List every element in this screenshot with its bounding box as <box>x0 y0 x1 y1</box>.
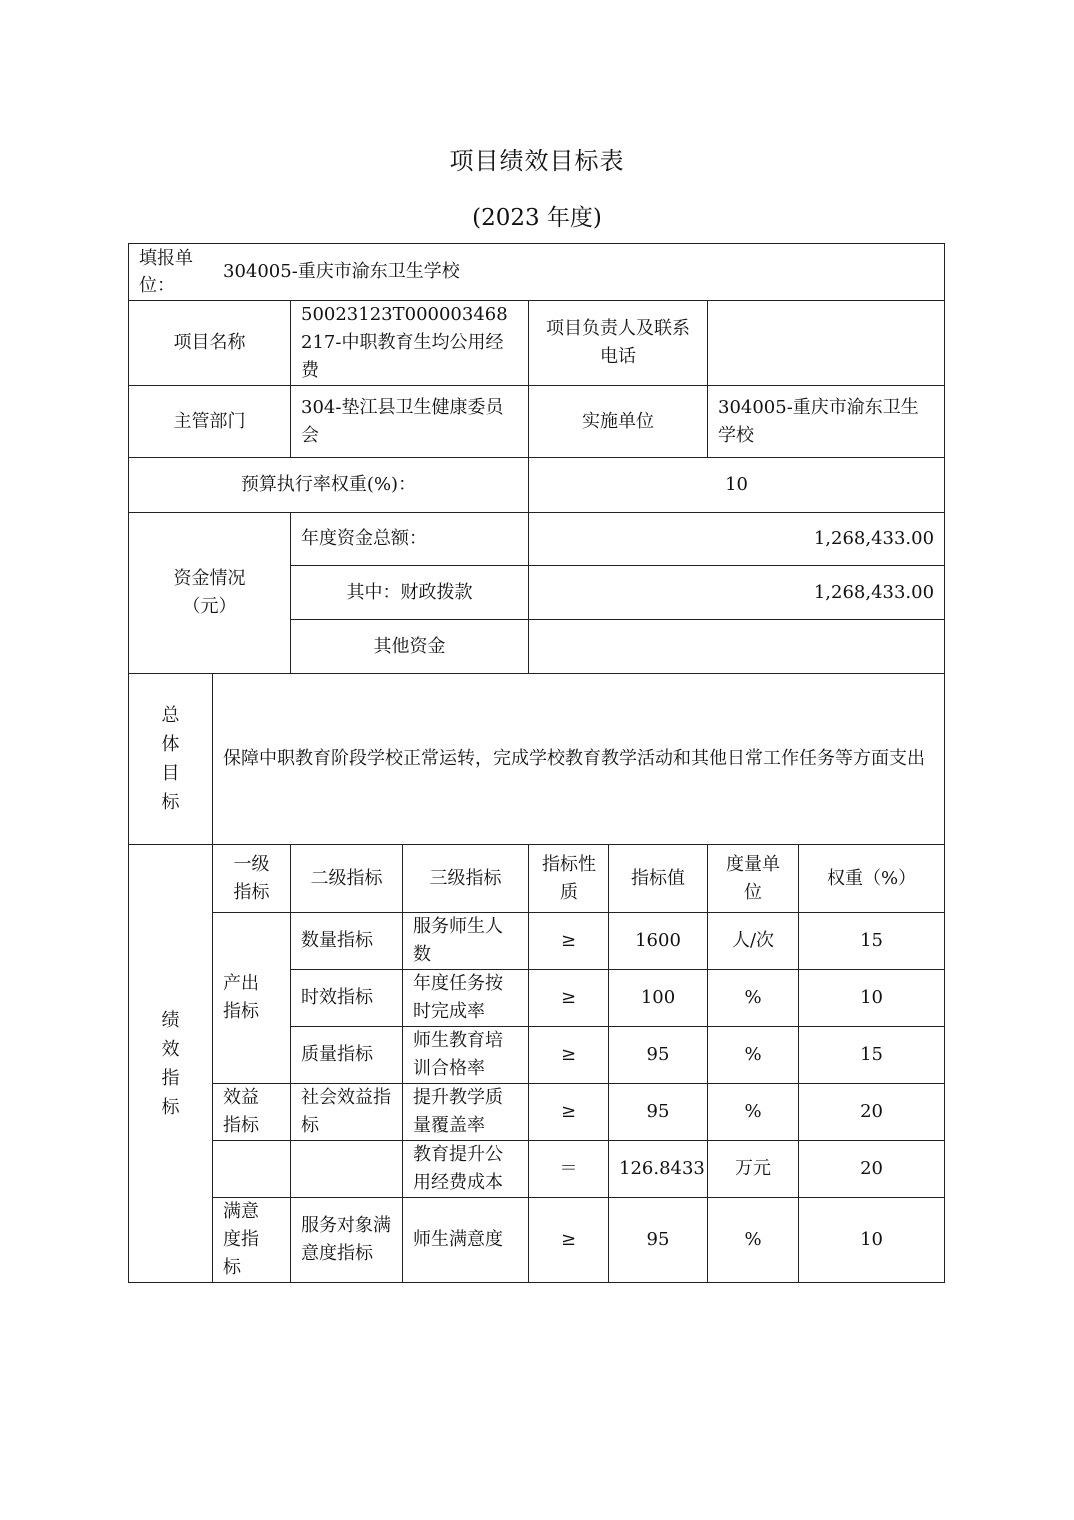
impl-label: 实施单位 <box>529 386 708 458</box>
value-cell: 126.8433 <box>609 1141 708 1198</box>
unit-cell <box>129 244 945 301</box>
value-cell: 95 <box>609 1027 708 1084</box>
unit-cell: % <box>708 1084 799 1141</box>
nature-cell: ≥ <box>529 913 609 970</box>
contact-value <box>708 301 945 386</box>
funds-total-value: 1,268,433.00 <box>529 513 945 566</box>
weight-cell: 20 <box>799 1141 945 1198</box>
level1-benefit: 效益指标 <box>213 1084 291 1141</box>
unit-cell: 人/次 <box>708 913 799 970</box>
level2-cell: 社会效益指标 <box>291 1084 403 1141</box>
table-row <box>129 1198 945 1283</box>
unit-row <box>129 244 945 301</box>
table-row <box>129 913 945 970</box>
level1-satisfaction: 满意度指标 <box>213 1198 291 1283</box>
funds-fiscal-value: 1,268,433.00 <box>529 566 945 620</box>
budget-weight-label: 预算执行率权重(%)： <box>129 458 529 513</box>
level2-cell: 时效指标 <box>291 970 403 1027</box>
unit-value: 304005-重庆市渝东卫生学校 <box>223 261 460 282</box>
funds-label: 资金情况（元） <box>129 513 291 674</box>
nature-cell: ≥ <box>529 1198 609 1283</box>
goal-label: 总体目标 <box>129 674 213 845</box>
project-name-label: 项目名称 <box>129 301 291 386</box>
nature-cell: ≥ <box>529 970 609 1027</box>
weight-cell: 20 <box>799 1084 945 1141</box>
weight-cell: 15 <box>799 913 945 970</box>
level1-output: 产出指标 <box>213 913 291 1084</box>
nature-cell: ＝ <box>529 1141 609 1198</box>
level2-cell: 质量指标 <box>291 1027 403 1084</box>
contact-label: 项目负责人及联系电话 <box>529 301 708 386</box>
value-cell: 95 <box>609 1084 708 1141</box>
funds-other-label: 其他资金 <box>291 620 529 674</box>
header-level1: 一级指标 <box>213 845 291 913</box>
dept-label: 主管部门 <box>129 386 291 458</box>
goal-row <box>129 674 945 845</box>
unit-cell: % <box>708 970 799 1027</box>
unit-label: 填报单位： <box>139 248 193 296</box>
table-row <box>129 1141 945 1198</box>
weight-cell: 10 <box>799 1198 945 1283</box>
level2-cell: 服务对象满意度指标 <box>291 1198 403 1283</box>
header-unit: 度量单位 <box>708 845 799 913</box>
project-name-row <box>129 301 945 386</box>
funds-total-row <box>129 513 945 566</box>
department-row <box>129 386 945 458</box>
funds-other-value <box>529 620 945 674</box>
budget-weight-row <box>129 458 945 513</box>
unit-cell: % <box>708 1027 799 1084</box>
level3-cell: 师生满意度 <box>403 1198 529 1283</box>
weight-cell: 10 <box>799 970 945 1027</box>
page-title: 项目绩效目标表 <box>449 147 625 175</box>
impl-value: 304005-重庆市渝东卫生学校 <box>708 386 945 458</box>
header-level2: 二级指标 <box>291 845 403 913</box>
budget-weight-value: 10 <box>529 458 945 513</box>
level3-cell: 服务师生人数 <box>403 913 529 970</box>
header-value: 指标值 <box>609 845 708 913</box>
value-cell: 1600 <box>609 913 708 970</box>
page-subtitle: (2023 年度) <box>472 205 602 231</box>
value-cell: 95 <box>609 1198 708 1283</box>
level2-cell: 数量指标 <box>291 913 403 970</box>
table-row <box>129 1084 945 1141</box>
project-name-value: 50023123T000003468217-中职教育生均公用经费 <box>291 301 529 386</box>
weight-cell: 15 <box>799 1027 945 1084</box>
header-weight: 权重（%） <box>799 845 945 913</box>
level1-empty <box>213 1141 291 1198</box>
performance-target-table <box>128 243 945 1283</box>
goal-text: 保障中职教育阶段学校正常运转，完成学校教育教学活动和其他日常工作任务等方面支出 <box>213 674 945 845</box>
nature-cell: ≥ <box>529 1027 609 1084</box>
funds-total-label: 年度资金总额： <box>291 513 529 566</box>
funds-fiscal-label: 其中：财政拨款 <box>291 566 529 620</box>
nature-cell: ≥ <box>529 1084 609 1141</box>
level3-cell: 师生教育培训合格率 <box>403 1027 529 1084</box>
level3-cell: 提升教学质量覆盖率 <box>403 1084 529 1141</box>
unit-cell: 万元 <box>708 1141 799 1198</box>
indicator-header-row <box>129 845 945 913</box>
unit-cell: % <box>708 1198 799 1283</box>
level3-cell: 年度任务按时完成率 <box>403 970 529 1027</box>
header-nature: 指标性质 <box>529 845 609 913</box>
level3-cell: 教育提升公用经费成本 <box>403 1141 529 1198</box>
dept-value: 304-垫江县卫生健康委员会 <box>291 386 529 458</box>
level2-cell <box>291 1141 403 1198</box>
indicators-label: 绩效指标 <box>129 845 213 1283</box>
header-level3: 三级指标 <box>403 845 529 913</box>
value-cell: 100 <box>609 970 708 1027</box>
